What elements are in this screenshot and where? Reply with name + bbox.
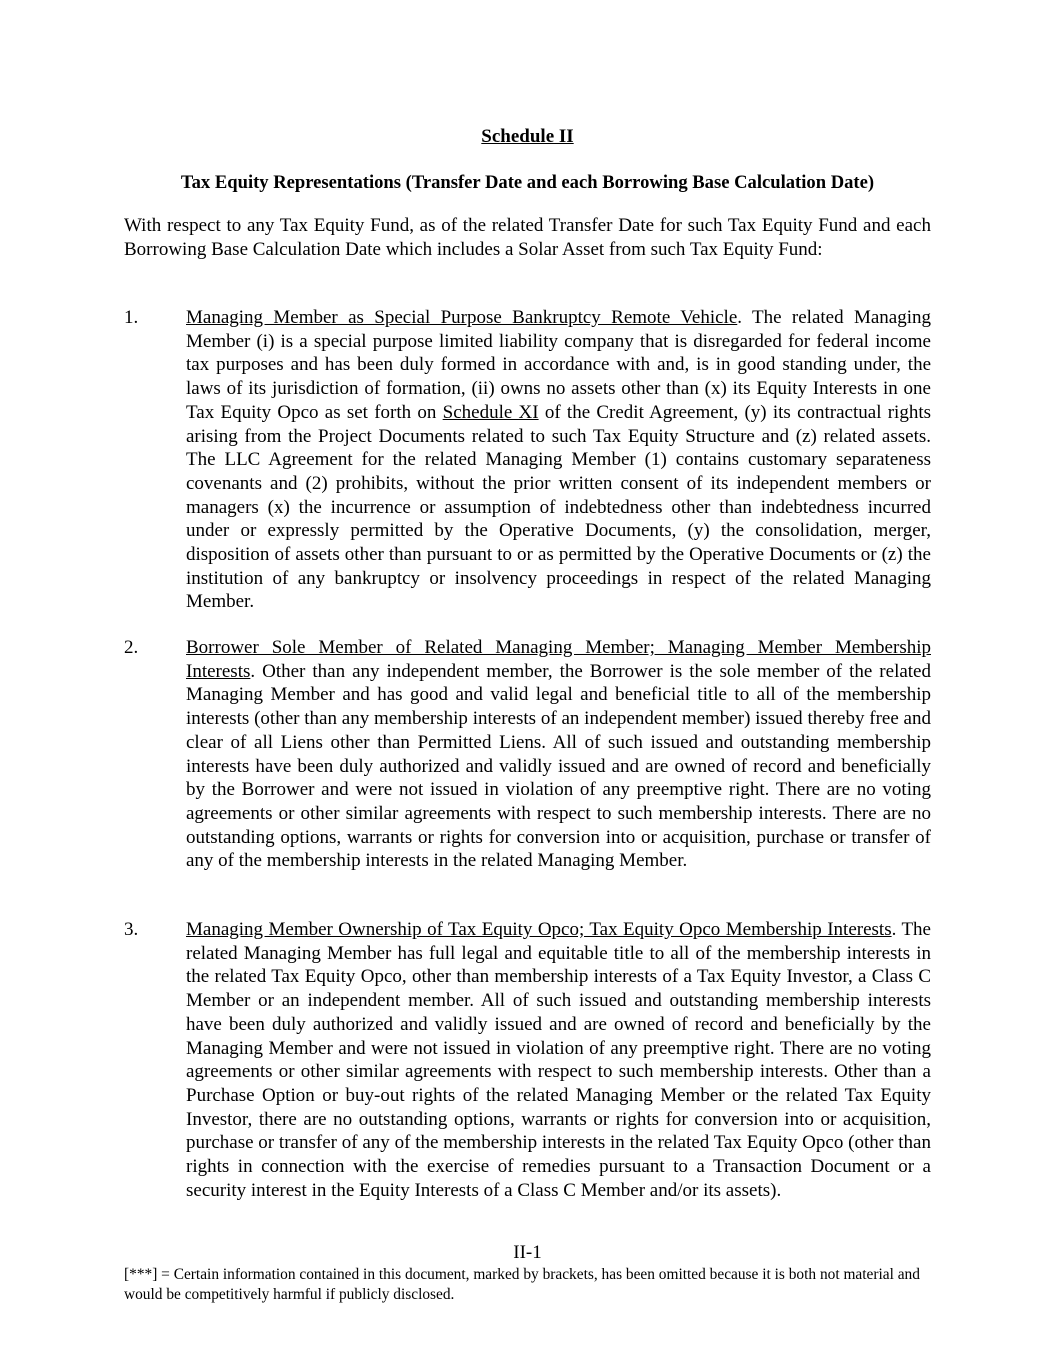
item-body bbox=[186, 306, 931, 614]
item-text: . The related Managing Member has full legal and equitable title to all of the membership interests in the related Tax Equity Opco, other than membership interests of a Tax Equity Investor, a Class C Member or an independent member. All of such issued and outstanding membership interests have been duly authorized and validly issued and are owned of record and beneficially by the Managing Member and were not issued in violation of any preemptive right. There are no voting agreements or other similar agreements with respect to such membership interests. Other than a Purchase Option or buy-out rights of the related Managing Member or the related Tax Equity Investor, there are no outstanding options, warrants or rights for conversion into or acquisition, purchase or transfer of any of the membership interests in the related Tax Equity Opco (other than rights in connection with the exercise of remedies pursuant to a Transaction Document or a security interest in the Equity Interests of a Class C Member and/or its assets). bbox=[186, 919, 931, 1201]
item-number: 2. bbox=[124, 637, 139, 658]
footnote: [***] = Certain information contained in this document, marked by brackets, has been omitted because it is both not material and would be competitively harmful if publicly disclosed. bbox=[124, 1266, 920, 1303]
schedule-subtitle: Tax Equity Representations (Transfer Date and each Borrowing Base Calculation Date) bbox=[180, 172, 875, 193]
item-heading: Managing Member as Special Purpose Bankruptcy Remote Vehicle bbox=[186, 307, 738, 328]
item-body bbox=[186, 636, 931, 873]
item-heading: Borrower Sole Member of Related Managing Member; Managing Member Membership Interests bbox=[186, 637, 931, 682]
page-number: II-1 bbox=[513, 1242, 542, 1263]
item-number: 1. bbox=[124, 307, 139, 328]
schedule-reference: Schedule XI bbox=[442, 401, 539, 423]
list-item bbox=[124, 636, 931, 873]
item-text: . Other than any independent member, the Borrower is the sole member of the related Managing Member and has good and valid legal and beneficial title to all of the membership interests (other than any membership interests of an independent member) issued thereby free and clear of all Liens other than Permitted Liens. All of such issued and outstanding membership interests have been duly authorized and validly issued and are owned of record and beneficially by the Borrower and were not issued in violation of any preemptive right. There are no voting agreements or other similar agreements with respect to such membership interests. There are no outstanding options, warrants or rights for conversion into or acquisition, purchase or transfer of any of the membership interests in the related Managing Member. bbox=[186, 660, 931, 872]
item-text-continued: of the Credit Agreement, (y) its contractual rights arising from the Project Documents related to such Tax Equity Structure and (z) related assets. The LLC Agreement for the related Managing Member (1) contains customary separateness covenants and (2) prohibits, without the prior written consent of its independent members or managers (x) the incurrence or assumption of indebtedness other than indebtedness incurred under or expressly permitted by the Operative Documents, (y) the consolidation, merger, disposition of assets other than pursuant to or as permitted by the Operative Documents or (z) the institution of any bankruptcy or insolvency proceedings in respect of the related Managing Member. bbox=[186, 401, 931, 613]
list-item bbox=[124, 306, 931, 614]
intro-paragraph: With respect to any Tax Equity Fund, as of the related Transfer Date for such Tax Equity Fund and each Borrowing Base Calculation Date which includes a Solar Asset from such Tax Equity Fund: bbox=[124, 215, 931, 260]
item-body bbox=[186, 918, 931, 1202]
schedule-title: Schedule II bbox=[481, 126, 574, 147]
item-number: 3. bbox=[124, 919, 139, 940]
list-item bbox=[124, 918, 931, 1202]
item-text: . The related Managing Member (i) is a special purpose limited liability company that is disregarded for federal income tax purposes and has been duly formed in accordance with and, is in good standing under, the laws of its jurisdiction of formation, (ii) owns no assets other than (x) its Equity Interests in one Tax Equity Opco as set forth on bbox=[186, 307, 932, 423]
item-heading: Managing Member Ownership of Tax Equity Opco; Tax Equity Opco Membership Interests bbox=[186, 919, 892, 940]
